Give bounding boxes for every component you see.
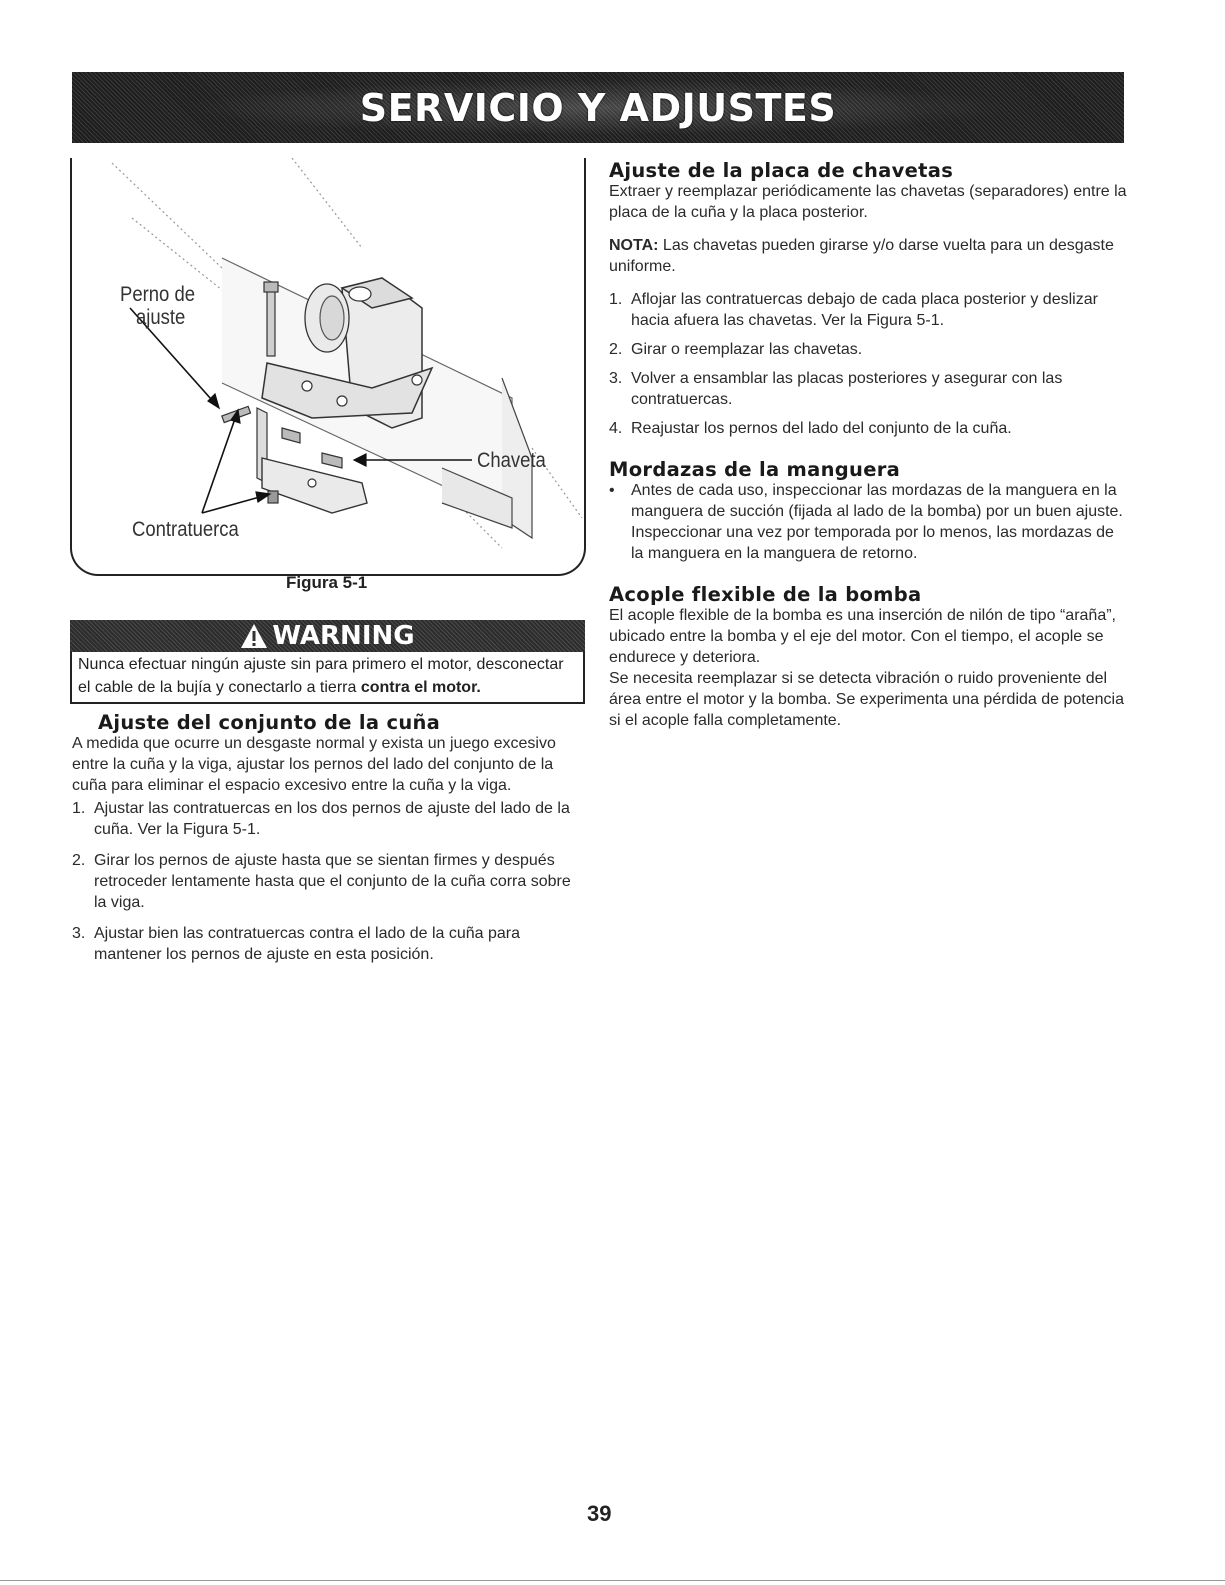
page-number: 39	[587, 1501, 612, 1526]
step-text: Aflojar las contratuercas debajo de cada placa posterior y deslizar hacia afuera las chavetas. Ver la Figura 5-1.	[631, 291, 1098, 329]
placa-note	[609, 235, 1129, 277]
cuna-steps-list	[72, 798, 587, 965]
cuna-intro: A medida que ocurre un desgaste normal y exista un juego excesivo entre la cuña y la viga, ajustar los pernos del lado del conjunto de la cuña para eliminar el espacio excesivo entre la cuña y la viga.	[72, 735, 556, 794]
warning-title: WARNING	[272, 621, 415, 651]
list-item	[609, 339, 1129, 360]
acople-para1: El acople flexible de la bomba es una inserción de nilón de tipo “araña”, ubicado entre la bomba y el eje del motor. Con el tiempo, el acople se endurece y deteriora.	[609, 607, 1116, 666]
note-label: NOTA:	[609, 237, 659, 254]
heading-ajuste-conjunto-cuna: Ajuste del conjunto de la cuña	[98, 711, 441, 734]
list-item	[72, 923, 587, 965]
heading-acople-flexible: Acople flexible de la bomba	[609, 583, 922, 606]
list-item	[609, 480, 1129, 564]
step-text: Ajustar bien las contratuercas contra el lado de la cuña para mantener los pernos de ajuste en esta posición.	[94, 925, 521, 963]
right-column	[609, 160, 1129, 731]
heading-ajuste-placa-chavetas: Ajuste de la placa de chavetas	[609, 159, 954, 182]
warning-triangle-icon	[240, 623, 268, 649]
label-perno-de-ajuste-line1: Perno de	[120, 283, 196, 306]
label-perno-de-ajuste-line2: ajuste	[136, 306, 186, 329]
page-title: SERVICIO Y ADJUSTES	[359, 85, 837, 130]
step-text: Girar los pernos de ajuste hasta que se sientan firmes y después retroceder lentamente hasta que el conjunto de la cuña corra sobre la viga.	[94, 852, 571, 911]
heading-mordazas-manguera: Mordazas de la manguera	[609, 458, 901, 481]
step-text: Volver a ensamblar las placas posteriores y asegurar con las contratuercas.	[631, 370, 1063, 408]
list-item	[609, 289, 1129, 331]
mordazas-list	[609, 480, 1129, 564]
step-number: 4.	[609, 420, 623, 437]
step-text: Girar o reemplazar las chavetas.	[631, 341, 863, 358]
warning-message	[70, 652, 585, 704]
list-item	[72, 798, 587, 840]
bottom-rule	[0, 1580, 1225, 1581]
acople-para2: Se necesita reemplazar si se detecta vibración o ruido proveniente del área entre el motor y la bomba. Se experimenta una pérdida de potencia si el acople falla completamente.	[609, 670, 1124, 729]
placa-steps-list	[609, 289, 1129, 439]
list-item	[609, 368, 1129, 410]
note-text: Las chavetas pueden girarse y/o darse vuelta para un desgaste uniforme.	[609, 237, 1114, 275]
label-chaveta: Chaveta	[477, 449, 546, 472]
label-contratuerca: Contratuerca	[132, 518, 239, 541]
figure-caption: Figura 5-1	[286, 573, 368, 592]
step-number: 2.	[72, 852, 86, 869]
step-text: Reajustar los pernos del lado del conjunto de la cuña.	[631, 420, 1012, 437]
warning-banner	[70, 620, 585, 652]
left-column	[72, 712, 587, 965]
section-header-banner	[72, 72, 1124, 143]
warning-text: Nunca efectuar ningún ajuste sin para primero el motor, desconectar el cable de la bujía y conectarlo a tierra	[78, 656, 564, 696]
figure-5-1	[70, 158, 586, 576]
step-number: 1.	[72, 800, 86, 817]
step-number: 1.	[609, 291, 623, 308]
wedge-assembly-illustration	[72, 158, 588, 576]
bullet-text: Antes de cada uso, inspeccionar las mordazas de la manguera en la manguera de succión (fijada al lado de la bomba) por un buen ajuste. Inspeccionar una vez por temporada por lo menos, las mordazas de la manguera en la manguera de retorno.	[631, 482, 1123, 562]
step-number: 3.	[72, 925, 86, 942]
bullet-icon: •	[609, 482, 615, 499]
step-text: Ajustar las contratuercas en los dos pernos de ajuste del lado de la cuña. Ver la Figura 5-1.	[94, 800, 570, 838]
step-number: 2.	[609, 341, 623, 358]
warning-bold-text: contra el motor.	[360, 679, 481, 696]
placa-intro: Extraer y reemplazar periódicamente las chavetas (separadores) entre la placa de la cuña y la placa posterior.	[609, 183, 1127, 221]
list-item	[72, 850, 587, 913]
list-item	[609, 418, 1129, 439]
step-number: 3.	[609, 370, 623, 387]
